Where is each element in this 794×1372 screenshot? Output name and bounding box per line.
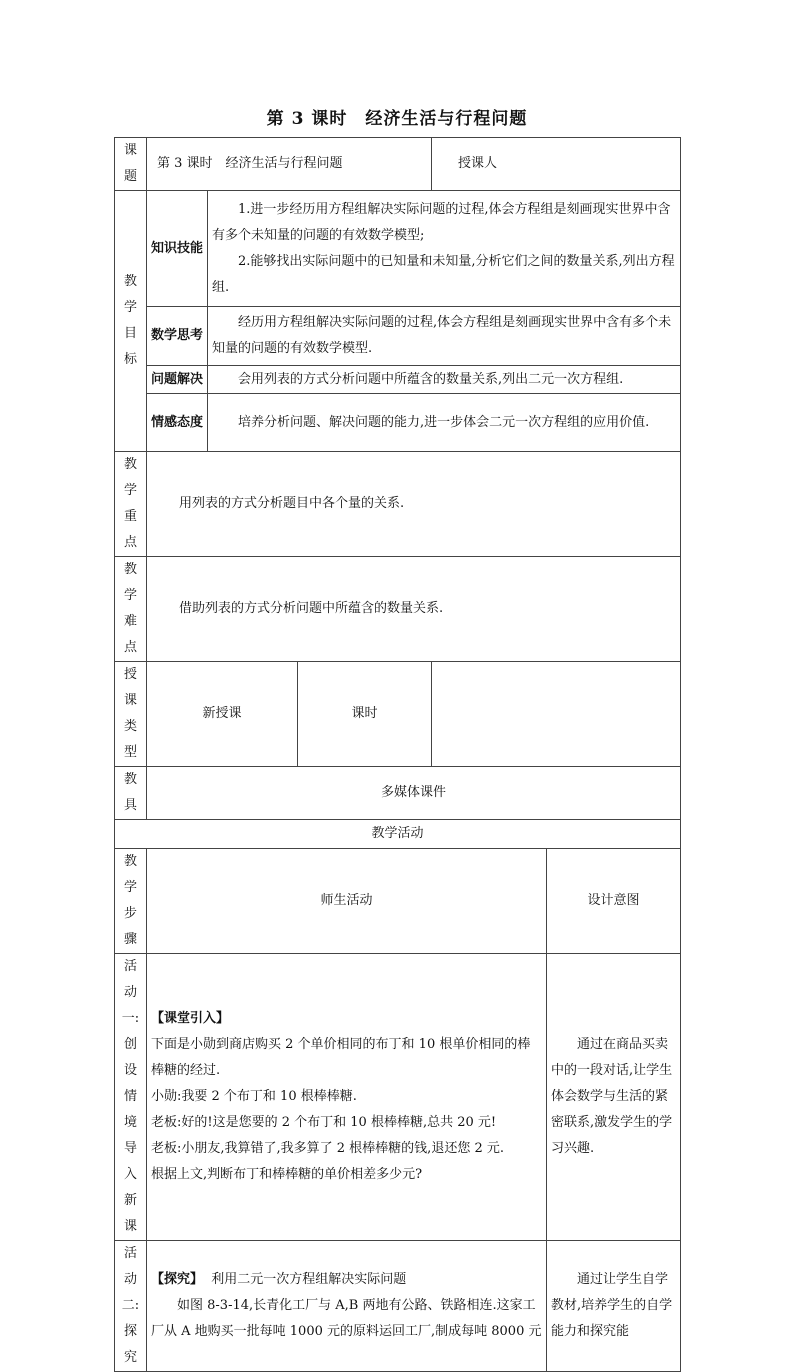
page-title: 第 3 课时 经济生活与行程问题	[266, 109, 528, 129]
activity-1-line-5: 根据上文,判断布丁和棒棒糖的单价相差多少元?	[151, 1167, 423, 1182]
activity-2-heading-text: 利用二元一次方程组解决实际问题	[211, 1272, 407, 1287]
activity-1-content	[147, 954, 547, 1241]
lesson-type-label: 授课类型	[115, 662, 147, 767]
activity-1-heading: 【课堂引入】	[151, 1011, 230, 1026]
topic-row	[115, 138, 681, 191]
activity-2-heading-line	[151, 1267, 542, 1293]
lesson-plan-table	[114, 137, 681, 1372]
class-hours-label: 课时	[298, 662, 432, 767]
thinking-text: 经历用方程组解决实际问题的过程,体会方程组是刻画现实世界中含有多个未知量的问题的有效数学模型.	[208, 307, 681, 366]
difficulty-row	[115, 557, 681, 662]
activity-2-heading: 【探究】	[151, 1272, 204, 1287]
knowledge-item-1: 1.进一步经历用方程组解决实际问题的过程,体会方程组是刻画现实世界中含有多个未知量的问题的有效数学模型;	[212, 201, 671, 243]
key-point-row	[115, 452, 681, 557]
activities-columns-row	[115, 849, 681, 954]
activity-1-label: 活动一:创设情境导入新课	[115, 954, 147, 1241]
solving-text: 会用列表的方式分析问题中所蕴含的数量关系,列出二元一次方程组.	[208, 366, 681, 394]
knowledge-label: 知识技能	[147, 191, 208, 307]
objectives-label: 教学目标	[115, 191, 147, 452]
attitude-label: 情感态度	[147, 394, 208, 452]
topic-label: 课题	[115, 138, 147, 191]
topic-value: 第 3 课时 经济生活与行程问题	[147, 138, 432, 191]
activity-2-row	[115, 1241, 681, 1372]
objective-thinking-row	[115, 307, 681, 366]
objective-solving-row	[115, 366, 681, 394]
activity-2-content	[147, 1241, 547, 1372]
teacher-student-header: 师生活动	[147, 849, 547, 954]
activities-header-row	[115, 820, 681, 849]
teacher-label: 授课人	[432, 138, 681, 191]
activity-1-row	[115, 954, 681, 1241]
activity-1-line-4: 老板:小朋友,我算错了,我多算了 2 根棒棒糖的钱,退还您 2 元.	[151, 1141, 504, 1156]
activity-1-line-1: 下面是小勋到商店购买 2 个单价相同的布丁和 10 根单价相同的棒棒糖的经过.	[151, 1037, 531, 1078]
tools-value: 多媒体课件	[147, 767, 681, 820]
difficulty-label: 教学难点	[115, 557, 147, 662]
tools-row	[115, 767, 681, 820]
steps-label: 教学步骤	[115, 849, 147, 954]
solving-label: 问题解决	[147, 366, 208, 394]
activity-2-design: 通过让学生自学教材,培养学生的自学能力和探究能	[547, 1241, 681, 1372]
activity-2-line-1: 如图 8-3-14,长青化工厂与 A,B 两地有公路、铁路相连.这家工厂从 A 地购买一批每吨 1000 元的原料运回工厂,制成每吨 8000 元	[151, 1298, 542, 1339]
objective-knowledge-row	[115, 191, 681, 307]
activity-2-label: 活动二:探究	[115, 1241, 147, 1372]
lesson-type-value: 新授课	[147, 662, 298, 767]
thinking-label: 数学思考	[147, 307, 208, 366]
lesson-type-row	[115, 662, 681, 767]
activity-1-line-3: 老板:好的!这是您要的 2 个布丁和 10 根棒棒糖,总共 20 元!	[151, 1115, 497, 1130]
knowledge-cell	[208, 191, 681, 307]
attitude-text: 培养分析问题、解决问题的能力,进一步体会二元一次方程组的应用价值.	[208, 394, 681, 452]
class-hours-value	[432, 662, 681, 767]
key-point-label: 教学重点	[115, 452, 147, 557]
difficulty-text: 借助列表的方式分析问题中所蕴含的数量关系.	[147, 557, 681, 662]
key-point-text: 用列表的方式分析题目中各个量的关系.	[147, 452, 681, 557]
activities-title: 教学活动	[115, 820, 681, 849]
activity-1-design: 通过在商品买卖中的一段对话,让学生体会数学与生活的紧密联系,激发学生的学习兴趣.	[547, 954, 681, 1241]
tools-label: 教具	[115, 767, 147, 820]
knowledge-item-2: 2.能够找出实际问题中的已知量和未知量,分析它们之间的数量关系,列出方程组.	[212, 253, 675, 295]
objective-attitude-row	[115, 394, 681, 452]
activity-1-line-2: 小勋:我要 2 个布丁和 10 根棒棒糖.	[151, 1089, 357, 1104]
design-intent-header: 设计意图	[547, 849, 681, 954]
